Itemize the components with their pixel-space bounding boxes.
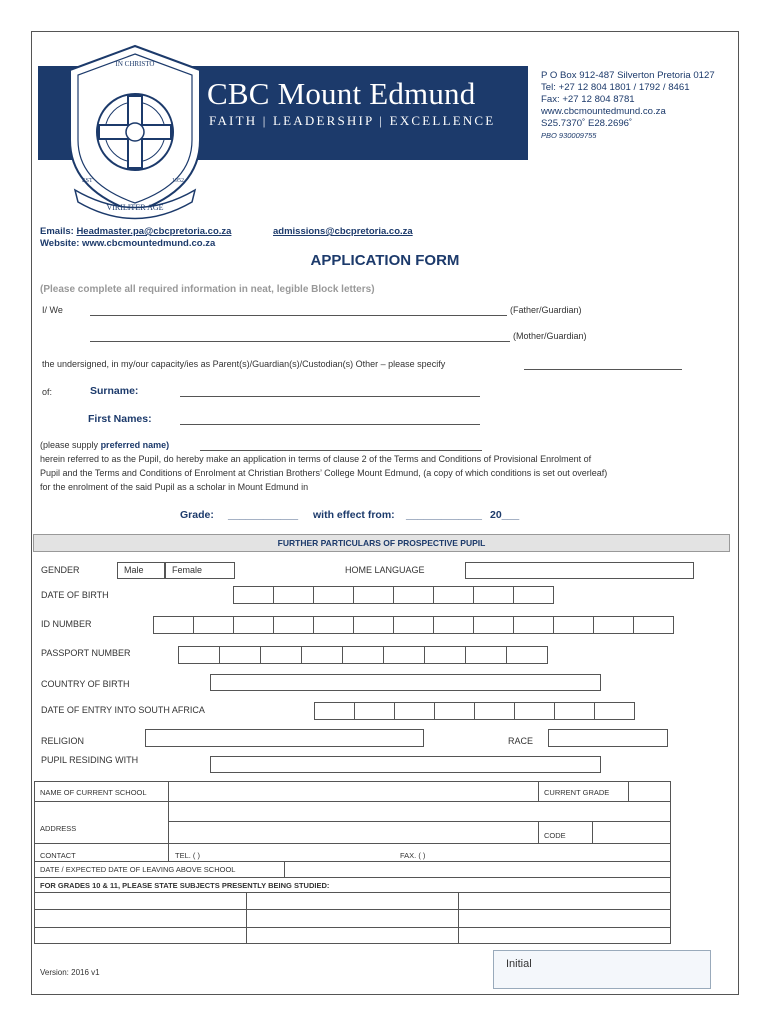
religion-input[interactable] bbox=[145, 729, 424, 747]
date-entry-cell[interactable] bbox=[354, 702, 395, 720]
school-table-row-line bbox=[34, 927, 671, 928]
id-number-cell[interactable] bbox=[193, 616, 234, 634]
first-names-label: First Names: bbox=[88, 413, 152, 425]
paragraph-line-3: for the enrolment of the said Pupil as a scholar in Mount Edmund in bbox=[40, 482, 309, 492]
date-entry-cell[interactable] bbox=[594, 702, 635, 720]
school-motto: FAITH | LEADERSHIP | EXCELLENCE bbox=[209, 113, 496, 128]
crest-est: EST bbox=[82, 178, 93, 184]
id-number-cell[interactable] bbox=[433, 616, 474, 634]
address-label: ADDRESS bbox=[40, 824, 77, 833]
grade-label: Grade: bbox=[180, 509, 214, 521]
passport-label: PASSPORT NUMBER bbox=[41, 648, 131, 658]
effect-from-label: with effect from: bbox=[313, 509, 395, 521]
current-grade-label: CURRENT GRADE bbox=[544, 788, 610, 797]
date-entry-cell[interactable] bbox=[514, 702, 555, 720]
school-crest bbox=[60, 40, 210, 220]
contact-label: CONTACT bbox=[40, 851, 76, 860]
id-number-cell[interactable] bbox=[153, 616, 194, 634]
date-entry-cell[interactable] bbox=[554, 702, 595, 720]
school-table-row-line bbox=[168, 821, 671, 822]
effect-date-field[interactable]: _____________ bbox=[406, 509, 482, 521]
home-language-input[interactable] bbox=[465, 562, 694, 579]
emails-label: Emails: bbox=[40, 226, 74, 237]
emails-row bbox=[40, 226, 231, 237]
other-specify-field[interactable] bbox=[524, 369, 682, 370]
crest-motto-text: VIRILITER AGE bbox=[106, 203, 164, 212]
father-guardian-label: (Father/Guardian) bbox=[510, 305, 582, 315]
country-of-birth-input[interactable] bbox=[210, 674, 601, 691]
first-names-field[interactable] bbox=[180, 424, 480, 425]
id-number-cell[interactable] bbox=[313, 616, 354, 634]
school-table bbox=[34, 781, 671, 944]
residing-with-label: PUPIL RESIDING WITH bbox=[41, 755, 139, 765]
further-particulars-header: FURTHER PARTICULARS OF PROSPECTIVE PUPIL bbox=[33, 534, 730, 552]
contact-pbo: PBO 930009755 bbox=[541, 131, 597, 140]
form-title: APPLICATION FORM bbox=[310, 252, 460, 269]
id-number-cell[interactable] bbox=[513, 616, 554, 634]
crest-top-text: IN CHRISTO bbox=[115, 60, 155, 68]
dob-cell[interactable] bbox=[273, 586, 314, 604]
headmaster-email-link[interactable]: Headmaster.pa@cbcpretoria.co.za bbox=[76, 226, 232, 237]
subjects-label: FOR GRADES 10 & 11, PLEASE STATE SUBJECTS PRESENTLY BEING STUDIED: bbox=[40, 881, 330, 890]
dob-cell[interactable] bbox=[313, 586, 354, 604]
passport-cell[interactable] bbox=[465, 646, 507, 664]
of-label: of: bbox=[42, 387, 53, 397]
grade-field[interactable]: ____________ bbox=[228, 509, 299, 521]
dob-cell[interactable] bbox=[233, 586, 274, 604]
dob-cell[interactable] bbox=[473, 586, 514, 604]
school-table-row-line bbox=[34, 861, 671, 862]
crest-year: 1952 bbox=[172, 178, 184, 184]
code-label: CODE bbox=[544, 831, 566, 840]
date-entry-cell[interactable] bbox=[314, 702, 355, 720]
id-number-cell[interactable] bbox=[353, 616, 394, 634]
preferred-prefix: (please supply bbox=[40, 440, 99, 450]
id-number-cell[interactable] bbox=[553, 616, 594, 634]
school-table-divider bbox=[592, 821, 593, 843]
current-school-label: NAME OF CURRENT SCHOOL bbox=[40, 788, 147, 797]
school-table-divider bbox=[538, 781, 539, 801]
school-table-row-line bbox=[34, 877, 671, 878]
instruction-text: (Please complete all required information in neat, legible Block letters) bbox=[40, 284, 375, 295]
contact-fax: Fax: +27 12 804 8781 bbox=[541, 94, 635, 105]
father-name-field[interactable] bbox=[90, 315, 507, 316]
dob-cell[interactable] bbox=[353, 586, 394, 604]
contact-tel: Tel: +27 12 804 1801 / 1792 / 8461 bbox=[541, 82, 690, 93]
preferred-name-row bbox=[40, 440, 169, 450]
surname-label: Surname: bbox=[90, 385, 139, 397]
date-entry-cell[interactable] bbox=[394, 702, 435, 720]
contact-website: www.cbcmountedmund.co.za bbox=[541, 106, 666, 117]
contact-address: P O Box 912-487 Silverton Pretoria 0127 bbox=[541, 70, 715, 81]
passport-cell[interactable] bbox=[301, 646, 343, 664]
admissions-email-link[interactable]: admissions@cbcpretoria.co.za bbox=[273, 226, 413, 237]
version-label: Version: 2016 v1 bbox=[40, 968, 100, 977]
residing-with-input[interactable] bbox=[210, 756, 601, 773]
passport-cell[interactable] bbox=[178, 646, 220, 664]
school-table-divider bbox=[458, 892, 459, 944]
tel-label: TEL. ( ) bbox=[175, 851, 201, 860]
id-number-label: ID NUMBER bbox=[41, 619, 92, 629]
id-number-cell[interactable] bbox=[233, 616, 274, 634]
website-line: Website: www.cbcmountedmund.co.za bbox=[40, 238, 216, 249]
school-table-divider bbox=[284, 861, 285, 877]
race-input[interactable] bbox=[548, 729, 668, 747]
initial-label: Initial bbox=[506, 958, 532, 970]
surname-field[interactable] bbox=[180, 396, 480, 397]
dob-label: DATE OF BIRTH bbox=[41, 590, 109, 600]
race-label: RACE bbox=[508, 736, 534, 746]
fax-label: FAX. ( ) bbox=[400, 851, 426, 860]
paragraph-line-1: herein referred to as the Pupil, do hereby make an application in terms of clause 2 of the Terms and Conditions of Provisional Enrolment of bbox=[40, 454, 592, 464]
passport-cell[interactable] bbox=[383, 646, 425, 664]
dob-cell[interactable] bbox=[393, 586, 434, 604]
passport-cell[interactable] bbox=[424, 646, 466, 664]
male-label: Male bbox=[124, 565, 144, 575]
home-language-label: HOME LANGUAGE bbox=[345, 565, 425, 575]
contact-coordinates: S25.7370˚ E28.2696˚ bbox=[541, 118, 633, 129]
passport-cell[interactable] bbox=[219, 646, 261, 664]
school-table-divider bbox=[246, 892, 247, 944]
undersigned-text: the undersigned, in my/our capacity/ies as Parent(s)/Guardian(s)/Custodian(s) Other – please specify bbox=[42, 359, 446, 369]
mother-name-field[interactable] bbox=[90, 341, 510, 342]
id-number-cell[interactable] bbox=[633, 616, 674, 634]
gender-label: GENDER bbox=[41, 565, 80, 575]
effect-year-field[interactable]: 20___ bbox=[490, 509, 520, 521]
dob-cell[interactable] bbox=[513, 586, 554, 604]
passport-cell[interactable] bbox=[506, 646, 548, 664]
passport-cell[interactable] bbox=[342, 646, 384, 664]
date-entry-label: DATE OF ENTRY INTO SOUTH AFRICA bbox=[41, 705, 205, 715]
passport-cell[interactable] bbox=[260, 646, 302, 664]
school-name: CBC Mount Edmund bbox=[207, 76, 476, 111]
mother-guardian-label: (Mother/Guardian) bbox=[513, 331, 587, 341]
preferred-name-field[interactable] bbox=[200, 450, 482, 451]
i-we-label: I/ We bbox=[42, 305, 63, 315]
school-table-row-line bbox=[34, 843, 671, 844]
religion-label: RELIGION bbox=[41, 736, 85, 746]
id-number-cell[interactable] bbox=[473, 616, 514, 634]
preferred-name-label: preferred name) bbox=[100, 440, 170, 450]
id-number-cell[interactable] bbox=[393, 616, 434, 634]
school-table-row-line bbox=[34, 892, 671, 893]
paragraph-line-2: Pupil and the Terms and Conditions of Enrolment at Christian Brothers’ College Mount Edmund, (a copy of which conditions is set out overleaf) bbox=[40, 468, 608, 478]
school-table-row-line bbox=[34, 801, 671, 802]
id-number-cell[interactable] bbox=[593, 616, 634, 634]
date-entry-cell[interactable] bbox=[474, 702, 515, 720]
school-table-divider bbox=[538, 821, 539, 843]
female-label: Female bbox=[172, 565, 203, 575]
country-of-birth-label: COUNTRY OF BIRTH bbox=[41, 679, 130, 689]
dob-cell[interactable] bbox=[433, 586, 474, 604]
date-entry-cell[interactable] bbox=[434, 702, 475, 720]
leaving-date-label: DATE / EXPECTED DATE OF LEAVING ABOVE SCHOOL bbox=[40, 865, 236, 874]
id-number-cell[interactable] bbox=[273, 616, 314, 634]
school-table-divider bbox=[628, 781, 629, 801]
school-table-row-line bbox=[34, 909, 671, 910]
